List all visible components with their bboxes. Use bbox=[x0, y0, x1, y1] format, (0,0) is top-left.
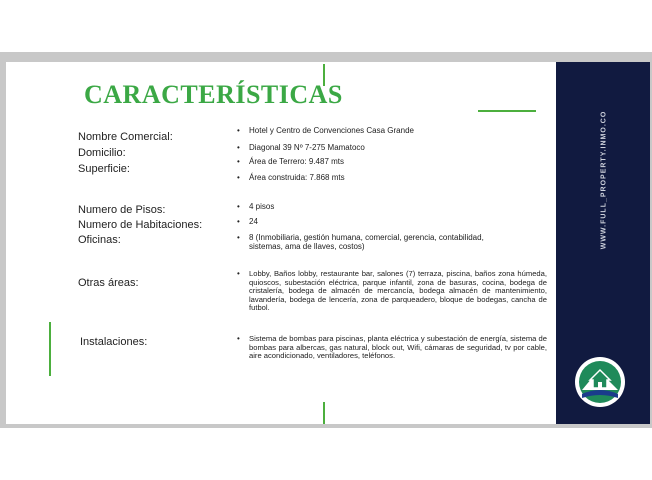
value-oficinas bbox=[237, 233, 484, 251]
value-domicilio-text: Diagonal 39 Nº 7-275 Mamatoco bbox=[249, 143, 365, 152]
value-nombre bbox=[237, 126, 414, 135]
bullet: • bbox=[237, 202, 240, 211]
website-text: WWW.FULL_PROPERTY.INMO.CO bbox=[600, 110, 608, 250]
value-habitaciones-text: 24 bbox=[249, 217, 258, 226]
label-nombre: Nombre Comercial: bbox=[78, 131, 173, 143]
house-mountain-logo-icon bbox=[574, 356, 626, 408]
value-construida bbox=[237, 173, 345, 182]
value-habitaciones bbox=[237, 217, 258, 226]
value-pisos bbox=[237, 202, 275, 211]
bullet: • bbox=[237, 269, 240, 278]
value-pisos-text: 4 pisos bbox=[249, 202, 275, 211]
label-pisos: Numero de Pisos: bbox=[78, 204, 166, 216]
value-oficinas-line2: sistemas, ama de llaves, costos) bbox=[249, 242, 365, 251]
value-domicilio bbox=[237, 143, 365, 152]
value-instalaciones: Sistema de bombas para piscinas, planta eléctrica y subestación de energía, sistema de bombas para albercas, gas natural, block out, Wifi, cámaras de seguridad, tv por cable, aire acondicionado, ventiladores, teléfonos. bbox=[249, 334, 547, 361]
bullet: • bbox=[237, 173, 240, 182]
label-domicilio: Domicilio: bbox=[78, 147, 126, 159]
divider-line-left bbox=[49, 322, 51, 376]
value-terreno-text: Área de Terrero: 9.487 mts bbox=[249, 157, 345, 166]
divider-line-right bbox=[478, 110, 536, 112]
value-otras-areas: Lobby, Baños lobby, restaurante bar, salones (7) terraza, piscina, baños zona húmeda, quioscos, subestación eléctrica, parque infantil, zona de basuras, cocina, bodega de cristalería, bodega de almacén de mercancía, bodega almacén de mantenimiento, lavandería, bodega de lencería, zona de parqueadero, bloque de bodegas, cancha de futbol. bbox=[249, 269, 547, 313]
page-title: CARACTERÍSTICAS bbox=[84, 80, 343, 109]
label-superficie: Superficie: bbox=[78, 163, 130, 175]
bullet: • bbox=[237, 143, 240, 152]
bullet: • bbox=[237, 157, 240, 166]
bullet: • bbox=[237, 217, 240, 226]
label-instalaciones: Instalaciones: bbox=[80, 336, 148, 348]
value-oficinas-line1: 8 (Inmobiliaria, gestión humana, comercial, gerencia, contabilidad, bbox=[249, 233, 484, 242]
bullet: • bbox=[237, 233, 240, 242]
value-nombre-text: Hotel y Centro de Convenciones Casa Grande bbox=[249, 126, 414, 135]
label-habitaciones: Numero de Habitaciones: bbox=[78, 219, 203, 231]
bullet: • bbox=[237, 334, 240, 343]
label-oficinas: Oficinas: bbox=[78, 234, 121, 246]
label-otras: Otras áreas: bbox=[78, 277, 139, 289]
bullet: • bbox=[237, 126, 240, 135]
value-terreno bbox=[237, 157, 345, 166]
value-construida-text: Área construida: 7.868 mts bbox=[249, 173, 345, 182]
divider-line-bottom bbox=[323, 402, 325, 424]
